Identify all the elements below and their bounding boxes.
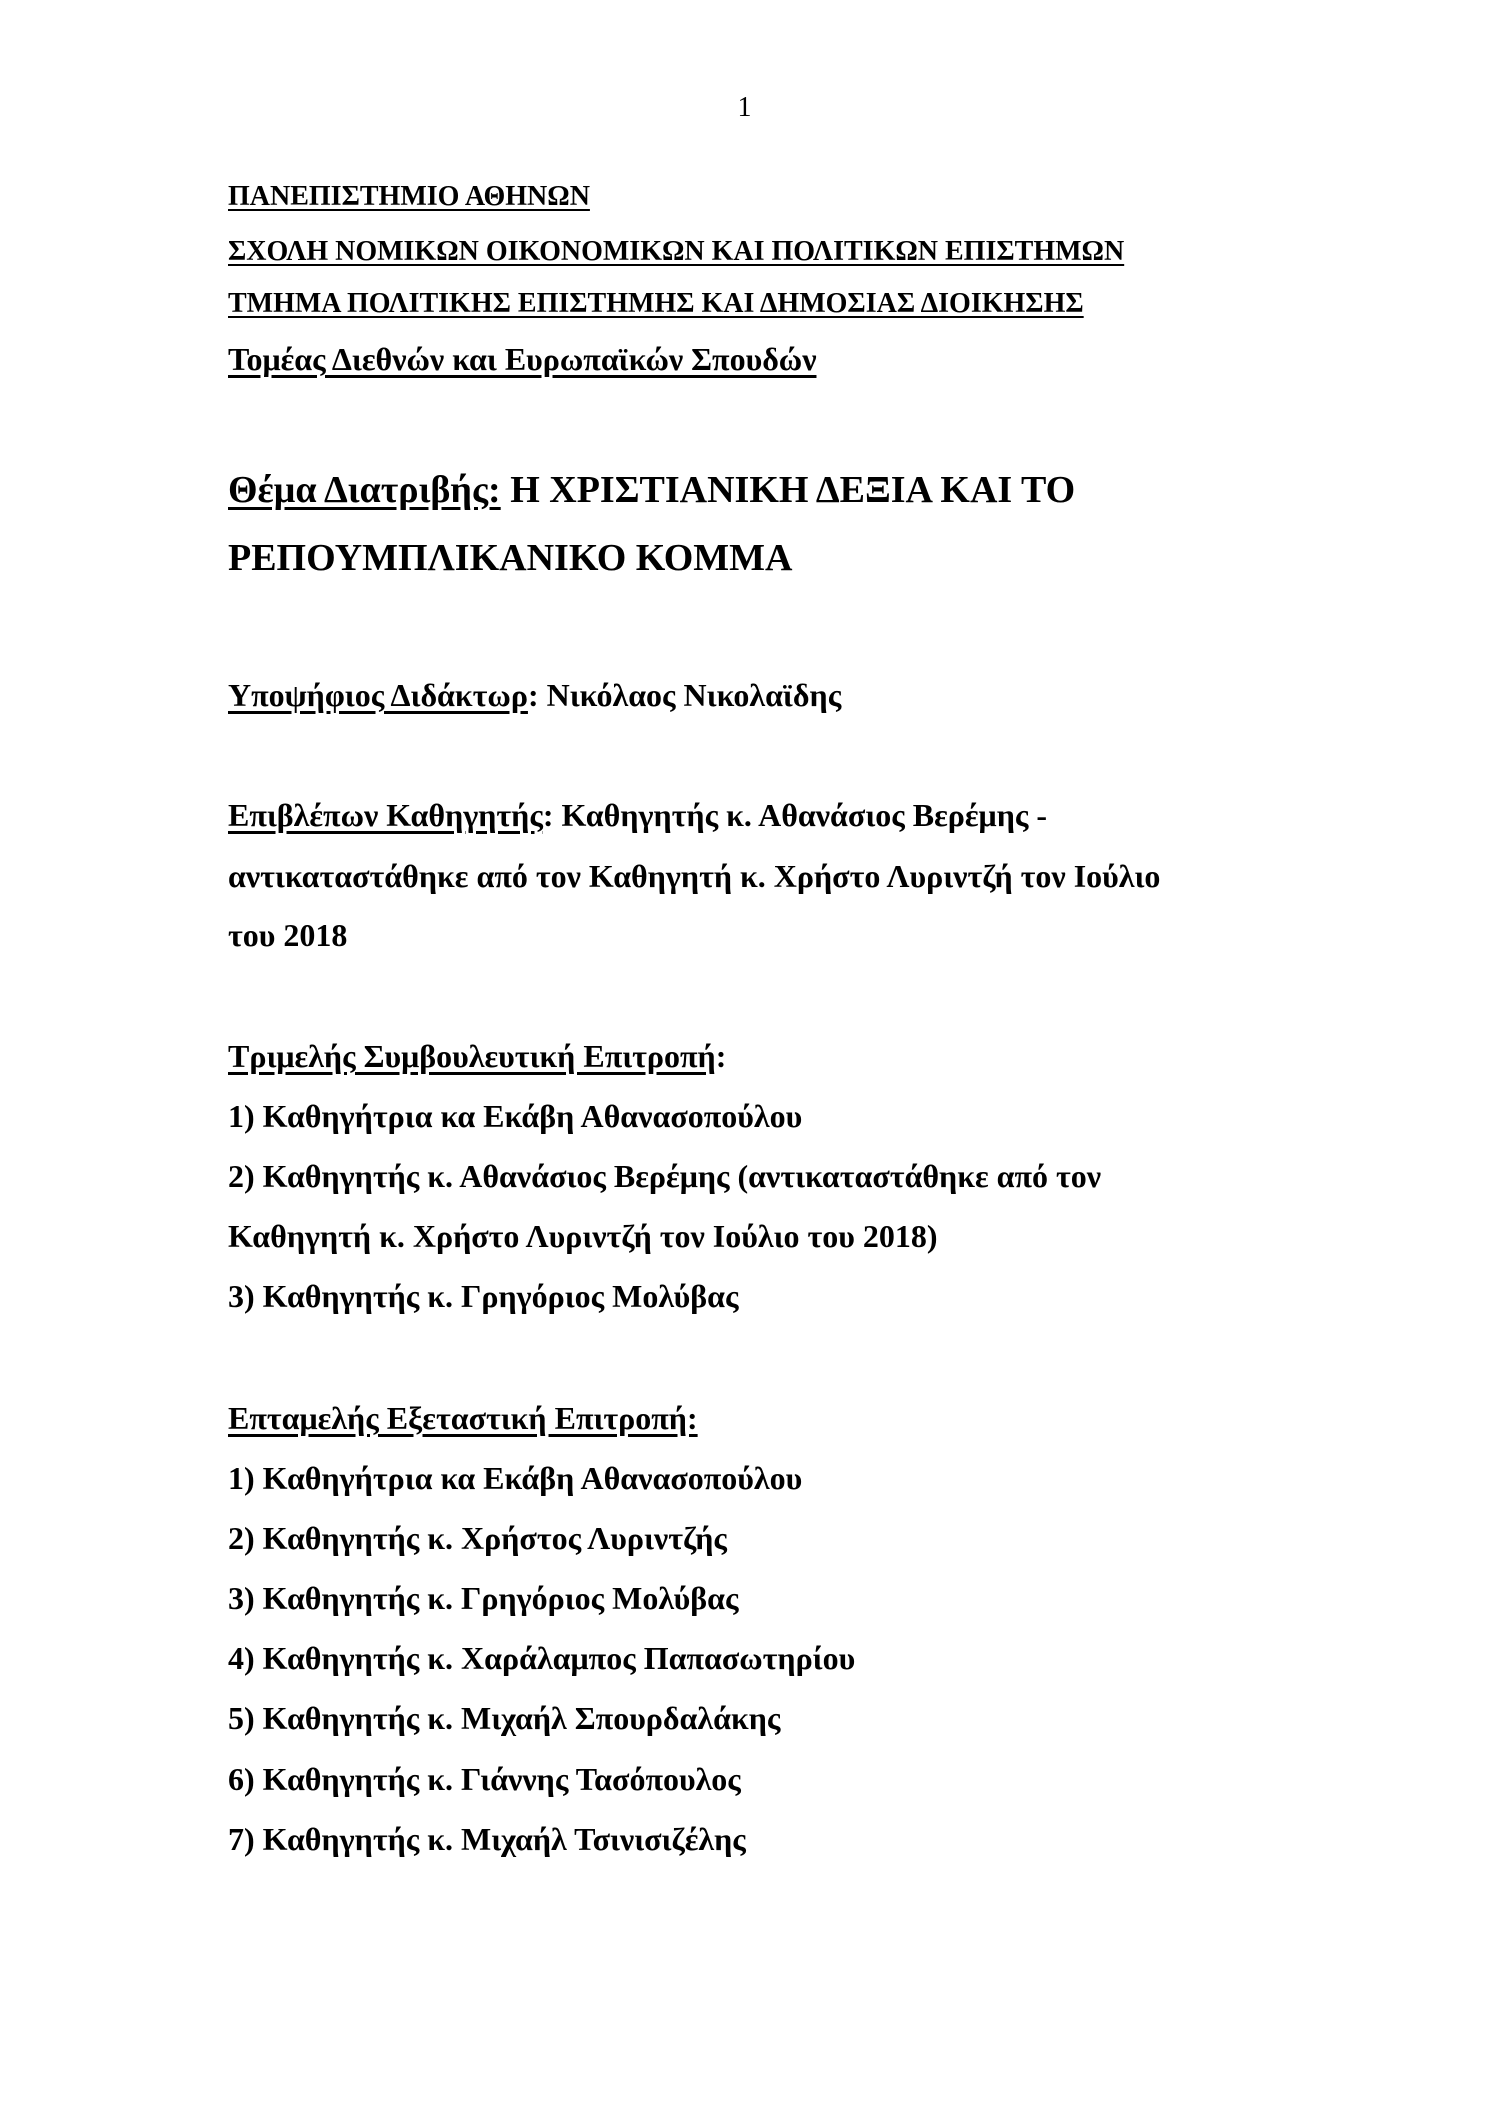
supervisor: [228, 797, 1047, 834]
candidate-label: Υποψήφιος Διδάκτωρ: [228, 677, 528, 713]
thesis-label: Θέμα Διατριβής:: [228, 469, 501, 511]
examination-committee-heading: [228, 1400, 698, 1437]
advisory-committee-label: Τριμελής Συμβουλευτική Επιτροπή: [228, 1038, 716, 1074]
page-number: 1: [737, 92, 752, 123]
advisory-member-1: 1) Καθηγήτρια κα Εκάβη Αθανασοπούλου: [228, 1098, 803, 1134]
list-item: 3) Καθηγητής κ. Γρηγόριος Μολύβας: [228, 1580, 739, 1616]
list-item: 4) Καθηγητής κ. Χαράλαμπος Παπασωτηρίου: [228, 1640, 856, 1676]
advisory-member-2-continued: Καθηγητή κ. Χρήστο Λυριντζή τον Ιούλιο του 2018): [228, 1218, 938, 1254]
list-item: 2) Καθηγητής κ. Χρήστος Λυριντζής: [228, 1520, 727, 1556]
advisory-member-3: 3) Καθηγητής κ. Γρηγόριος Μολύβας: [228, 1278, 739, 1314]
list-item: 7) Καθηγητής κ. Μιχαήλ Τσινισιζέλης: [228, 1821, 746, 1857]
candidate-name: : Νικόλαος Νικολαϊδης: [527, 677, 842, 713]
school-name: ΣΧΟΛΗ ΝΟΜΙΚΩΝ ΟΙΚΟΝΟΜΙΚΩΝ ΚΑΙ ΠΟΛΙΤΙΚΩΝ ΕΠΙΣΤΗΜΩΝ: [228, 236, 1125, 267]
advisory-committee-heading: Τριμελής Συμβουλευτική Επιτροπή:: [228, 1038, 727, 1074]
list-item: 6) Καθηγητής κ. Γιάννης Τασόπουλος: [228, 1761, 741, 1797]
supervisor-line2: αντικαταστάθηκε από τον Καθηγητή κ. Χρήστο Λυριντζή τον Ιούλιο: [228, 858, 1161, 894]
thesis-title: [228, 468, 1075, 512]
university-name: ΠΑΝΕΠΙΣΤΗΜΙΟ ΑΘΗΝΩΝ: [228, 181, 590, 212]
candidate: [228, 677, 841, 714]
supervisor-line3: του 2018: [228, 917, 348, 953]
sector-name: Τομέας Διεθνών και Ευρωπαϊκών Σπουδών: [228, 341, 817, 377]
list-item: 1) Καθηγήτρια κα Εκάβη Αθανασοπούλου: [228, 1460, 803, 1496]
supervisor-label: Επιβλέπων Καθηγητής: [228, 797, 543, 833]
list-item: 5) Καθηγητής κ. Μιχαήλ Σπουρδαλάκης: [228, 1700, 781, 1736]
department-name: ΤΜΗΜΑ ΠΟΛΙΤΙΚΗΣ ΕΠΙΣΤΗΜΗΣ ΚΑΙ ΔΗΜΟΣΙΑΣ ΔΙΟΙΚΗΣΗΣ: [228, 288, 1084, 319]
supervisor-line1: : Καθηγητής κ. Αθανάσιος Βερέμης -: [542, 797, 1048, 833]
thesis-title-line1: Η ΧΡΙΣΤΙΑΝΙΚΗ ΔΕΞΙΑ ΚΑΙ ΤΟ: [500, 469, 1076, 511]
thesis-title-line2: ΡΕΠΟΥΜΠΛΙΚΑΝΙΚΟ ΚΟΜΜΑ: [228, 537, 793, 579]
advisory-member-2: 2) Καθηγητής κ. Αθανάσιος Βερέμης (αντικαταστάθηκε από τον: [228, 1158, 1102, 1194]
examination-committee-label: Επταμελής Εξεταστική Επιτροπή:: [228, 1400, 698, 1436]
